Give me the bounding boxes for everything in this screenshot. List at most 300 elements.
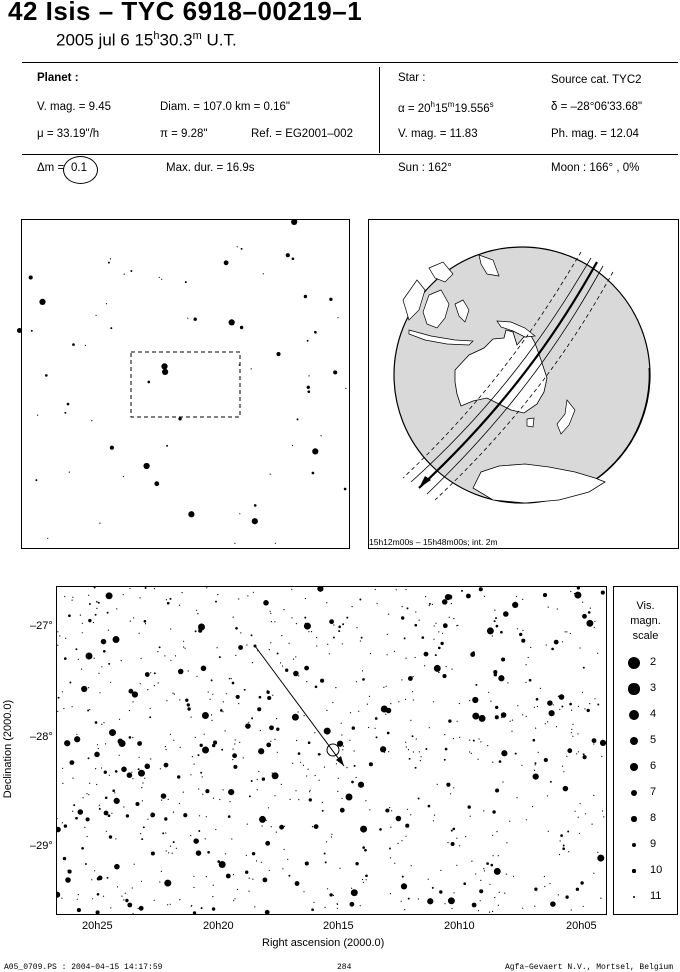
star [110,258,111,259]
star [492,635,493,636]
star [404,637,406,639]
star [71,599,72,600]
star [129,588,130,589]
star [452,828,455,831]
star [161,799,162,800]
star [421,636,424,639]
star [500,631,503,634]
star [570,591,571,592]
star [170,598,172,600]
track-start [254,645,257,648]
star [564,631,565,632]
star [72,777,73,778]
star [71,706,72,707]
star [86,817,90,821]
star [568,851,569,852]
star [597,704,599,706]
star [397,843,398,844]
star [331,834,332,835]
star [95,721,98,724]
planet-vmag: V. mag. = 9.45 [37,101,112,113]
star [396,589,397,590]
star [443,623,448,628]
globe-caption: 15h12m00s – 15h48m00s; int. 2m [369,537,498,547]
y-tick-29: –29° [30,840,53,852]
star [209,699,210,700]
star [193,887,194,888]
star [198,624,205,631]
star [409,758,411,760]
star [75,817,78,820]
star [62,768,63,769]
star [543,593,547,597]
star [110,327,112,329]
star [271,621,272,622]
star [221,749,223,751]
star [501,712,507,718]
star [138,768,140,770]
star [484,870,485,871]
star [324,728,331,735]
star [597,653,598,654]
star [95,768,96,769]
star [220,709,223,712]
star [304,617,306,619]
star [447,842,448,843]
star [266,691,269,694]
star [164,817,167,820]
star [95,315,96,316]
star [69,471,70,472]
star [351,888,352,889]
star [362,846,365,849]
star [121,660,122,661]
star [85,345,86,346]
star [576,888,579,891]
star [435,654,437,656]
star [72,811,73,812]
star [534,906,535,907]
star [277,653,279,655]
date-ut: U.T. [201,30,237,50]
star [254,504,257,507]
star [548,831,549,832]
globe-panel [368,219,679,549]
alpha-s: s [489,100,494,109]
star [125,899,128,902]
star [63,857,66,860]
star [492,835,493,836]
star [162,369,168,375]
star [211,679,213,681]
star [314,732,315,733]
star [248,722,249,723]
date-m-sup: m [192,30,202,42]
star [432,604,433,605]
star [405,657,406,658]
x-tick-20h20: 20h20 [203,920,234,932]
star [266,742,271,747]
star [442,633,443,634]
star [228,789,234,795]
star [165,746,166,747]
star [571,710,572,711]
star [170,904,171,905]
star [483,810,484,811]
star [384,752,385,753]
star [329,893,332,896]
star [216,647,217,648]
star [472,651,475,654]
star [229,319,235,325]
star [288,875,290,877]
star [562,641,563,642]
star [477,759,478,760]
star [225,853,226,854]
star [544,758,548,762]
star [413,699,414,700]
star [185,281,187,283]
star [269,611,270,612]
star [307,390,310,393]
star [534,707,535,708]
star [412,735,414,737]
star [270,613,271,614]
star [408,676,413,681]
star [164,655,165,656]
star [337,908,338,909]
star [322,802,323,803]
star [215,829,216,830]
star [271,826,272,827]
star [249,877,250,878]
star [534,888,537,891]
star [584,708,585,709]
star [522,599,523,600]
star [57,645,58,646]
star [557,608,558,609]
star [309,790,310,791]
star [375,589,376,590]
star [129,736,132,739]
date-h-sup: h [153,30,160,42]
star [245,723,251,729]
star [283,609,284,610]
star [360,640,361,641]
star [453,892,454,893]
star [144,620,147,623]
star [252,852,255,855]
star [516,596,517,597]
star [200,772,202,774]
star [82,623,83,624]
star [252,878,253,879]
star [401,679,402,680]
star [356,681,357,682]
star [534,770,535,771]
star [139,597,140,598]
star [196,850,202,856]
star [435,623,436,624]
magnitude-scale [613,586,678,915]
star [112,789,115,792]
star [261,825,262,826]
star [412,691,413,692]
star [262,777,265,780]
star [178,417,181,420]
star [121,767,127,773]
star [206,876,207,877]
star [547,700,553,706]
star [132,691,138,697]
star [284,826,285,827]
star [597,855,604,862]
star [340,808,345,813]
star [475,873,476,874]
star [418,798,420,800]
star [365,800,366,801]
star [583,753,585,755]
star [233,616,234,617]
star [140,658,141,659]
star [416,738,417,739]
star [556,726,557,727]
star [595,741,596,742]
star [228,815,231,818]
star [313,902,314,903]
star [459,845,460,846]
star [29,275,33,279]
star [456,625,457,626]
star [167,602,170,605]
star [358,782,364,788]
star [586,620,593,627]
info-top-rule [22,62,678,63]
star [251,717,253,719]
star [176,848,177,849]
star [291,589,292,590]
star [434,814,435,815]
star [332,702,333,703]
star [553,704,554,705]
star [96,601,97,602]
star [547,795,548,796]
star [579,647,580,648]
star [236,695,240,699]
star [503,611,509,617]
star [526,819,527,820]
star [159,277,160,278]
star [563,771,564,772]
star [333,637,335,639]
star [504,892,505,893]
star [394,863,395,864]
star [326,710,327,711]
scale-dot-3 [628,683,639,694]
star [375,717,378,720]
star [461,590,463,592]
finder-chart [21,219,350,549]
star [103,650,106,653]
star [593,795,594,796]
star [170,660,171,661]
star [490,864,493,867]
star [522,908,523,909]
star [548,710,554,716]
star [331,836,332,837]
star [77,899,78,900]
star [69,682,71,684]
star [158,682,159,683]
star [111,813,112,814]
star [205,789,209,793]
star [257,707,261,711]
star [224,730,225,731]
footer-page: 284 [337,963,352,972]
star [77,908,81,912]
star [65,877,71,883]
star [456,865,457,866]
star-source: Source cat. TYC2 [551,74,642,86]
star [78,809,84,815]
star [183,791,184,792]
star [202,712,209,719]
star [304,666,309,671]
star [583,906,584,907]
star [106,303,107,304]
star [142,782,143,783]
star [132,887,133,888]
star [217,860,220,863]
star [140,683,141,684]
star [37,414,38,415]
star [229,801,230,802]
star [495,788,499,792]
star [64,740,70,746]
star [315,685,318,688]
star [562,766,563,767]
star [164,763,169,768]
star [438,672,439,673]
star [394,651,395,652]
star [516,797,517,798]
star [558,696,559,697]
star [582,692,583,693]
finder-edge-star [17,328,22,333]
star [456,838,457,839]
star [80,614,81,615]
star [97,877,100,880]
star [75,648,77,650]
star [559,709,560,710]
star [298,752,301,755]
star [68,614,71,617]
star [407,607,409,609]
star [401,606,402,607]
star [494,609,495,610]
star [130,620,131,621]
star [269,649,270,650]
star [283,849,284,850]
star [165,832,166,833]
star [292,714,299,721]
star [479,587,483,591]
star [132,778,133,779]
star [448,719,451,722]
alpha-sec: 19.556 [454,102,490,115]
star [498,855,499,856]
star [141,787,142,788]
star [198,830,200,832]
star [107,612,109,614]
star [479,715,486,722]
star [494,897,495,898]
star [130,270,132,272]
star [170,846,171,847]
star [84,827,85,828]
star [519,633,522,636]
star [193,876,194,877]
star [219,656,221,658]
star [336,763,337,764]
star [521,639,525,643]
star [493,670,497,674]
star [269,725,274,730]
star [495,706,498,709]
x-axis-label: Right ascension (2000.0) [262,937,385,949]
star [289,799,290,800]
star [506,873,507,874]
star [494,868,501,875]
star [387,634,388,635]
star [183,641,184,642]
x-tick-20h15: 20h15 [323,920,354,932]
star [419,751,420,752]
scale-title-line-2: magn. [630,615,661,627]
star [240,632,241,633]
star [509,821,510,822]
star [233,874,234,875]
star [262,877,267,882]
star [141,838,143,840]
star [489,884,490,885]
star [472,713,479,720]
star [312,472,315,475]
star [160,768,161,769]
star [361,637,363,639]
star [31,330,33,332]
star [179,803,180,804]
star [360,905,361,906]
star [134,864,135,865]
star [303,765,304,766]
star [281,635,282,636]
star [591,823,592,824]
star [346,617,348,619]
star [511,730,512,731]
star [206,816,207,817]
finder-chart-svg [22,220,349,548]
star [365,874,368,877]
star [212,896,213,897]
star [268,807,269,808]
star [364,849,367,852]
star [188,670,189,671]
star [351,606,352,607]
star [579,803,580,804]
star [165,763,166,764]
star [304,295,307,298]
